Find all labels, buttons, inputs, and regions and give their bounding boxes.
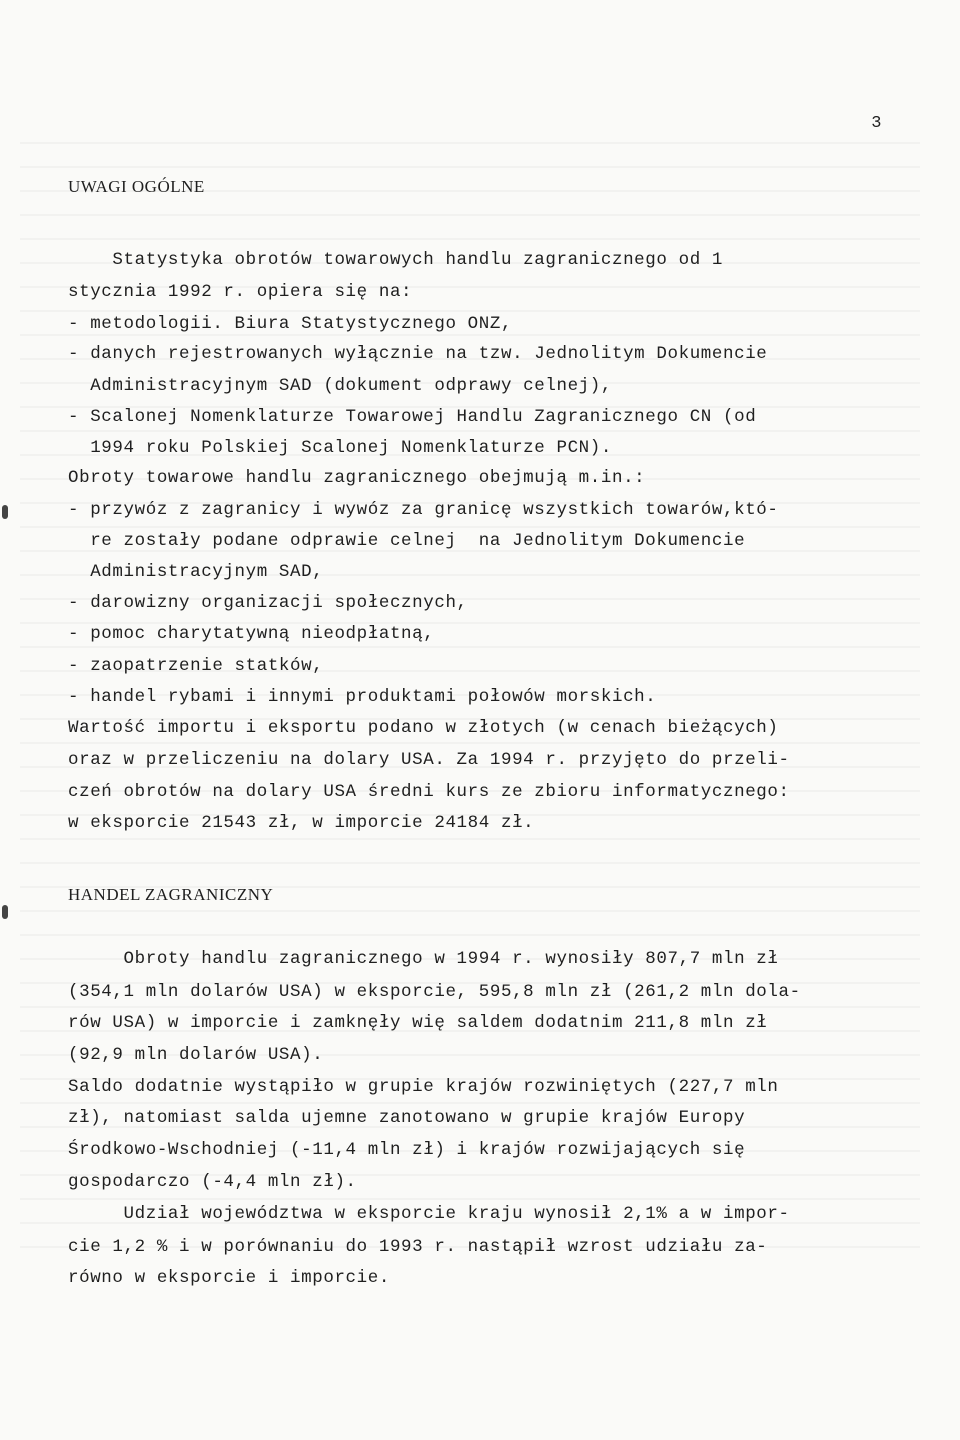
- text-line: - darowizny organizacji społecznych,: [68, 593, 468, 613]
- text-line: Saldo dodatnie wystąpiło w grupie krajów rozwiniętych (227,7 mln: [68, 1077, 779, 1097]
- text-line: (354,1 mln dolarów USA) w eksporcie, 595,8 mln zł (261,2 mln dola-: [68, 982, 801, 1002]
- text-line: zł), natomiast salda ujemne zanotowano w grupie krajów Europy: [68, 1108, 746, 1128]
- text-line: (92,9 mln dolarów USA).: [68, 1045, 324, 1065]
- text-line: równo w eksporcie i imporcie.: [68, 1268, 390, 1288]
- text-line: Administracyjnym SAD,: [68, 562, 324, 582]
- text-line: Obroty towarowe handlu zagranicznego obejmują m.in.:: [68, 468, 646, 488]
- text-line: Obroty handlu zagranicznego w 1994 r. wynosiły 807,7 mln zł: [68, 949, 779, 969]
- text-line: Statystyka obrotów towarowych handlu zagranicznego od 1: [68, 250, 724, 270]
- section-heading-foreign-trade: HANDEL ZAGRANICZNY: [68, 885, 274, 904]
- text-line: gospodarczo (-4,4 mln zł).: [68, 1172, 357, 1192]
- text-line: Administracyjnym SAD (dokument odprawy celnej),: [68, 376, 612, 396]
- binding-hole-mark: [2, 905, 8, 919]
- section-heading-general-notes: UWAGI OGÓLNE: [68, 177, 205, 196]
- text-line: oraz w przeliczeniu na dolary USA. Za 1994 r. przyjęto do przeli-: [68, 750, 790, 770]
- text-line: - handel rybami i innymi produktami połowów morskich.: [68, 687, 657, 707]
- text-line: Wartość importu i eksportu podano w złotych (w cenach bieżących): [68, 718, 779, 738]
- text-line: w eksporcie 21543 zł, w imporcie 24184 zł.: [68, 813, 535, 833]
- text-line: Środkowo-Wschodniej (-11,4 mln zł) i krajów rozwijających się: [68, 1140, 746, 1160]
- text-line: Udział województwa w eksporcie kraju wynosił 2,1% a w impor-: [68, 1204, 790, 1224]
- text-line: 1994 roku Polskiej Scalonej Nomenklaturze PCN).: [68, 438, 612, 458]
- text-line: cie 1,2 % i w porównaniu do 1993 r. nastąpił wzrost udziału za-: [68, 1237, 768, 1257]
- text-line: - Scalonej Nomenklaturze Towarowej Handlu Zagranicznego CN (od: [68, 407, 757, 427]
- text-line: - zaopatrzenie statków,: [68, 656, 324, 676]
- text-line: rów USA) w imporcie i zamknęły wię saldem dodatnim 211,8 mln zł: [68, 1013, 768, 1033]
- binding-hole-mark: [2, 505, 8, 519]
- text-line: czeń obrotów na dolary USA średni kurs ze zbioru informatycznego:: [68, 782, 790, 802]
- text-line: - pomoc charytatywną nieodpłatną,: [68, 624, 435, 644]
- text-line: - danych rejestrowanych wyłącznie na tzw. Jednolitym Dokumencie: [68, 344, 768, 364]
- text-line: re zostały podane odprawie celnej na Jednolitym Dokumencie: [68, 531, 746, 551]
- text-line: stycznia 1992 r. opiera się na:: [68, 282, 413, 302]
- text-line: - metodologii. Biura Statystycznego ONZ,: [68, 314, 513, 334]
- page-number: 3: [871, 114, 882, 133]
- text-line: - przywóz z zagranicy i wywóz za granicę wszystkich towarów,któ-: [68, 500, 779, 520]
